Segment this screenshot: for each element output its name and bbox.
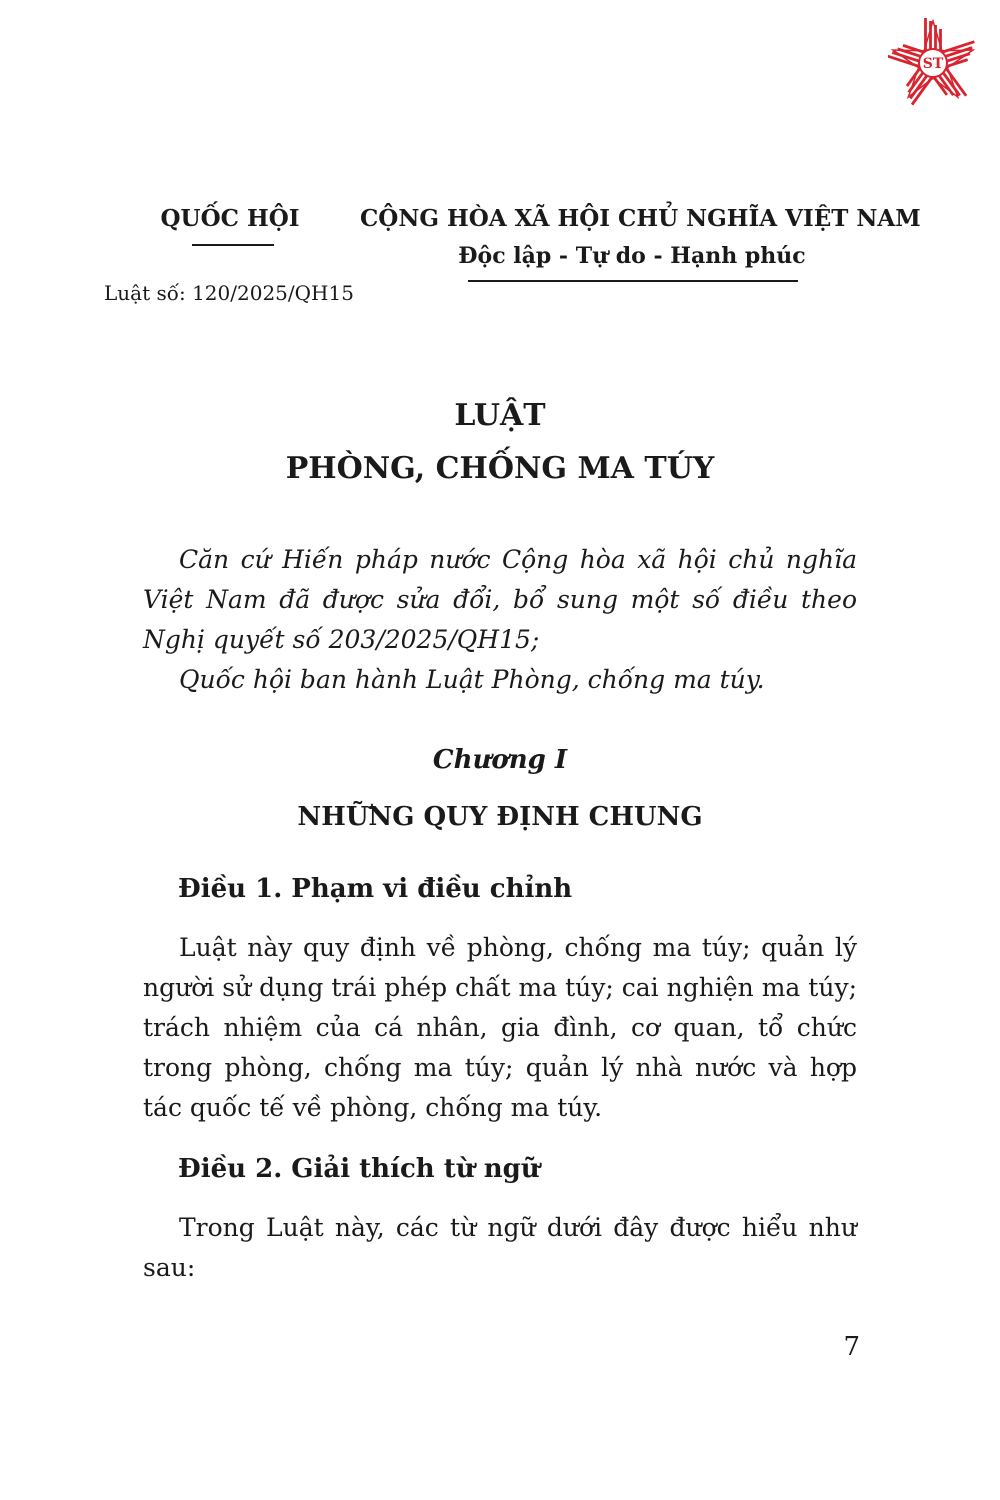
article-2-heading: Điều 2. Giải thích từ ngữ [178, 1154, 540, 1184]
article-2-body: Trong Luật này, các từ ngữ dưới đây được hiểu như sau: [143, 1213, 857, 1282]
preamble-enactment: Quốc hội ban hành Luật Phòng, chống ma túy. [179, 665, 765, 694]
preamble [143, 540, 857, 700]
chapter-title: NHỮNG QUY ĐỊNH CHUNG [297, 802, 703, 832]
issuer-name: QUỐC HỘI [160, 205, 300, 232]
law-title: PHÒNG, CHỐNG MA TÚY [285, 451, 715, 486]
issuer-underline [192, 244, 274, 246]
article-1-body: Luật này quy định về phòng, chống ma túy; quản lý người sử dụng trái phép chất ma túy; cai nghiện ma túy; trách nhiệm của cá nhân, gia đình, cơ quan, tổ chức trong phòng, chống ma túy; quản lý nhà nước và hợp tác quốc tế về phòng, chống ma túy. [143, 933, 857, 1122]
country-name: CỘNG HÒA XÃ HỘI CHỦ NGHĨA VIỆT NAM [360, 205, 921, 232]
chapter-label: Chương I [432, 745, 568, 775]
article-1-heading: Điều 1. Phạm vi điều chỉnh [178, 874, 573, 904]
svg-text:ST: ST [922, 56, 944, 72]
preamble-basis: Căn cứ Hiến pháp nước Cộng hòa xã hội chủ nghĩa Việt Nam đã được sửa đổi, bổ sung một số điều theo Nghị quyết số 203/2025/QH15; [143, 545, 857, 654]
document-type-title: LUẬT [454, 398, 546, 433]
motto-underline [468, 280, 798, 282]
national-motto: Độc lập - Tự do - Hạnh phúc [458, 243, 806, 269]
publisher-logo-icon [888, 18, 978, 108]
law-number: Luật số: 120/2025/QH15 [104, 281, 354, 305]
page-number: 7 [843, 1332, 860, 1362]
